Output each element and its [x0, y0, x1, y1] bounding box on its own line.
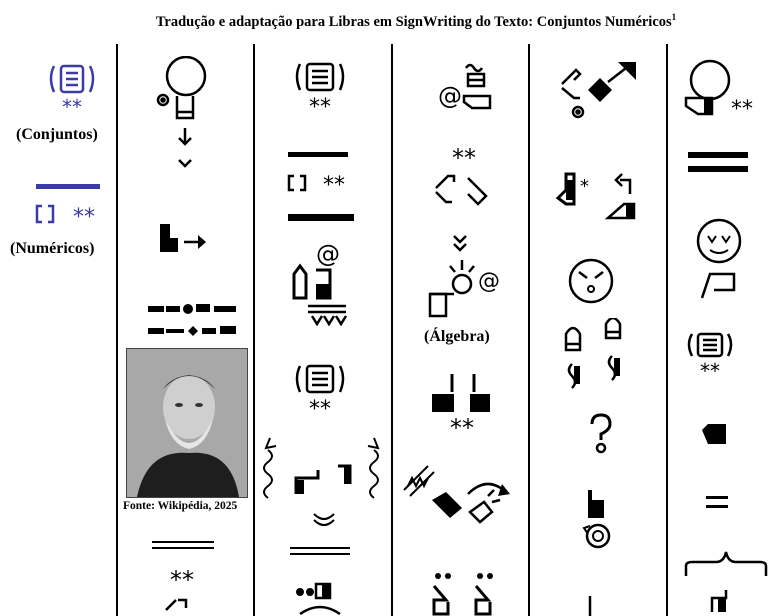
svg-text:**: ** [731, 97, 753, 120]
column-divider [116, 44, 118, 616]
sign-set-icon [292, 60, 348, 118]
sign-hand-turn-icon [550, 164, 646, 230]
sign-flat-hand-icon [698, 270, 738, 300]
svg-text:**: ** [700, 359, 720, 382]
column-divider [666, 44, 668, 616]
sign-face-hand-icon [430, 58, 500, 114]
svg-text:**: ** [62, 95, 82, 118]
label-algebra: (Álgebra) [424, 328, 490, 345]
sign-number-hands-icon [428, 140, 500, 216]
sign-hand-arrow-icon [156, 216, 212, 256]
equals-sign-icon [686, 150, 750, 176]
sign-bottom-col4-icon [586, 596, 596, 616]
sign-conjuntos-icon [44, 62, 100, 118]
svg-text:**: ** [450, 414, 474, 440]
sign-action-icon [398, 456, 518, 536]
sign-hands-down-icon [286, 236, 356, 332]
sign-head-hand-icon [150, 56, 220, 176]
sign-set-2-icon [292, 362, 348, 420]
sign-set-3-icon [684, 330, 736, 382]
sign-question-icon [586, 412, 616, 454]
svg-text:@: @ [438, 82, 462, 110]
sign-numericos-icon [34, 182, 114, 232]
sign-bar-number-icon [286, 150, 362, 226]
sign-head-numbers-icon [680, 58, 770, 120]
column-divider [528, 44, 530, 616]
svg-text:**: ** [323, 173, 345, 198]
sign-cup-hands-icon [560, 318, 632, 394]
svg-text:**: ** [309, 95, 331, 118]
sign-hand-circle-icon [580, 486, 620, 552]
column-divider [391, 44, 393, 616]
svg-text:*: * [580, 176, 589, 197]
sign-algebra-icon [424, 232, 504, 322]
sign-sequence-icon [146, 296, 242, 342]
brace-hands-icon [682, 546, 768, 616]
svg-text:**: ** [73, 205, 95, 230]
svg-text:@: @ [316, 240, 340, 268]
sign-bottom-col1-icon [148, 538, 218, 616]
sign-two-hands-icon [426, 370, 498, 440]
face-smile-icon [694, 216, 744, 266]
svg-text:**: ** [170, 566, 194, 594]
label-numericos: (Numéricos) [10, 240, 95, 257]
photo-caption: Fonte: Wikipédia, 2025 [123, 500, 238, 512]
label-conjuntos: (Conjuntos) [16, 126, 98, 143]
equals-small-icon [704, 494, 730, 510]
face-expression-icon [566, 256, 616, 306]
sign-bottom-col3-icon [428, 568, 500, 616]
portrait-photo [126, 348, 248, 498]
document-title: Tradução e adaptação para Libras em SignWriting do Texto: Conjuntos Numéricos$^1$ [155, 12, 677, 30]
sign-bottom-col2-icon [288, 544, 358, 616]
sign-spiral-hands-icon [262, 436, 386, 530]
sign-fist-icon [700, 420, 730, 446]
svg-text:**: ** [309, 397, 331, 420]
column-divider [253, 44, 255, 616]
sign-diagonal-hands-icon [556, 54, 646, 124]
svg-text:**: ** [452, 144, 476, 172]
svg-text:@: @ [478, 269, 500, 294]
